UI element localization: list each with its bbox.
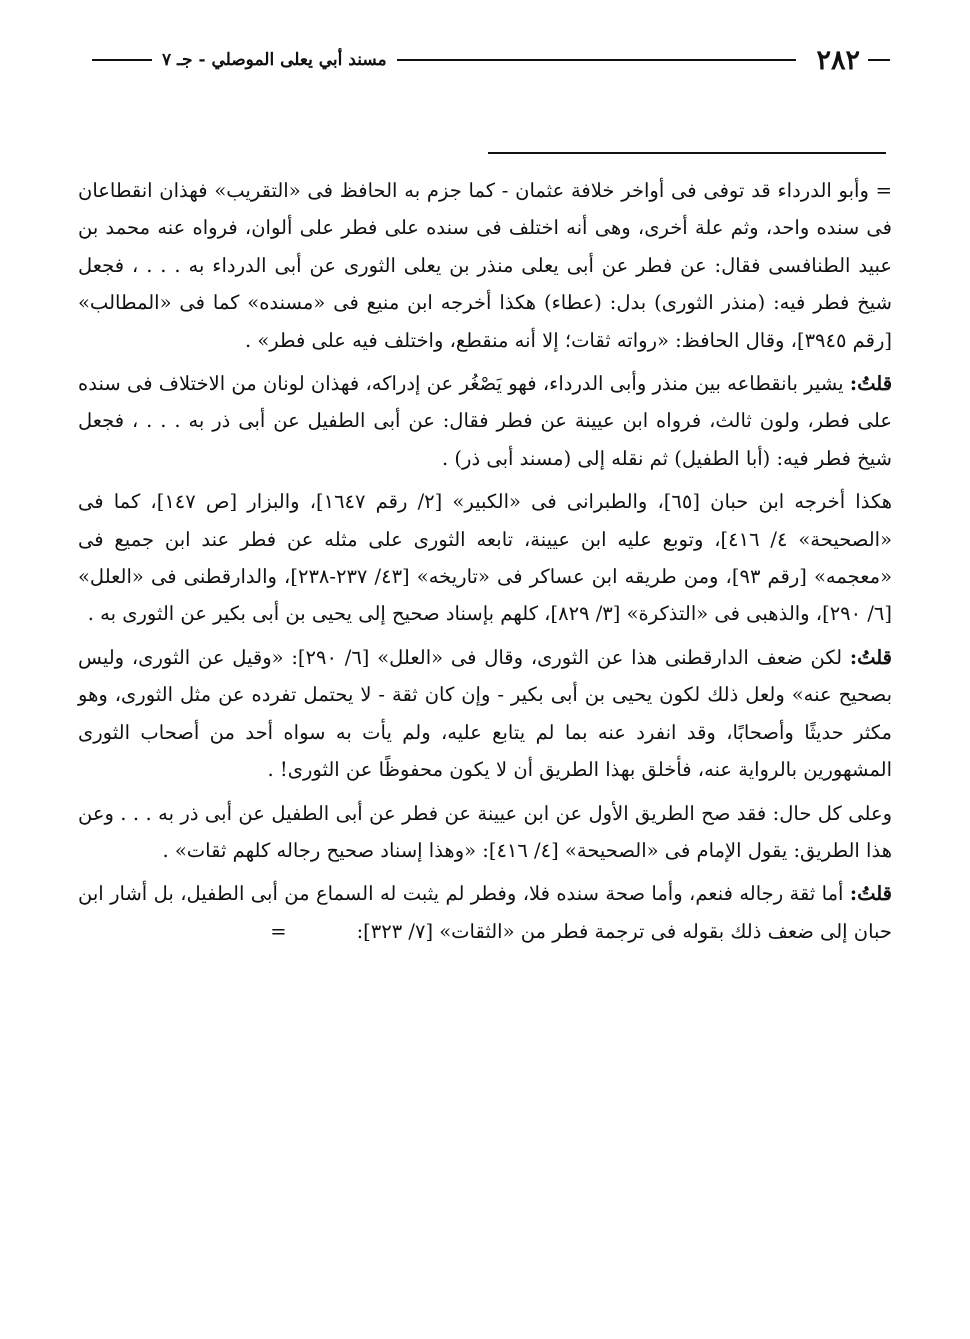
paragraph [78,639,892,789]
page-header [82,38,890,82]
paragraph-text: وعلى كل حال: فقد صح الطريق الأول عن ابن عيينة عن فطر عن أبى الطفيل عن أبى ذر به . . . وعن هذا الطريق: يقول الإمام فى «الصحيحة» [٤/ ٤١٦]: «وهذا إسناد صحيح رجاله كلهم ثقات» . [78,801,892,862]
paragraph-lead: قلتُ: [849,882,892,906]
header-rule [397,59,797,61]
header-rule [92,59,152,61]
paragraph-text: هكذا أخرجه ابن حبان [٦٥]، والطبرانى فى «الكبير» [٢/ رقم ١٦٤٧]، والبزار [ص ١٤٧]، كما فى «الصحيحة» ٤/ ٤١٦]، وتوبع عليه ابن عيينة، تابعه الثورى على مثله عن فطر عند ابن جميع فى «معجمه» [رقم ٩٣]، ومن طريقه ابن عساكر فى «تاريخه» [٤٣/ ٢٣٧-٢٣٨]، والدارقطنى فى «العلل» [٦/ ٢٩٠]، والذهبى فى «التذكرة» [٣/ ٨٢٩]، كلهم بإسناد صحيح إلى يحيى بن أبى بكير عن الثورى به . [78,490,892,626]
paragraph-lead: قلتُ: [849,372,893,396]
paragraph-lead: قلتُ: [849,645,892,669]
paragraph-text: = وأبو الدرداء قد توفى فى أواخر خلافة عثمان - كما جزم به الحافظ فى «التقريب» فهذان انقطاعان فى سنده واحد، وثم علة أخرى، وهى أنه اختلف فى سنده على فطر على ألوان، فرواه عنه محمد بن عبيد الطنافسى فقال: عن فطر عن أبى يعلى منذر بن يعلى الثورى عن أبى الدرداء به . . . ، فجعل شيخ فطر فيه: (منذر الثورى) بدل: (عطاء) هكذا أخرجه ابن منيع فى «مسنده» كما فى «المطالب» [رقم ٣٩٤٥]، وقال الحافظ: «رواته ثقات؛ إلا أنه منقطع، واختلف فيه على فطر» . [78,179,892,352]
page-number: ٢٨٢ [816,44,860,76]
paragraph [78,365,892,477]
section-separator [488,152,886,154]
main-text [78,172,892,950]
paragraph-text: يشير بانقطاعه بين منذر وأبى الدرداء، فهو يَصْغُر عن إدراكه، فهذان لونان من الاختلاف فى سنده على فطر، ولون ثالث، فرواه ابن عيينة عن فطر فقال: عن أبى الطفيل عن أبى ذر به . . . ، فجعل شيخ فطر فيه: (أبا الطفيل) ثم نقله إلى (مسند أبى ذر) . [78,372,892,470]
header-rule [868,59,890,61]
paragraph [78,795,892,870]
continuation-mark: = [270,919,287,943]
running-title: مسند أبي يعلى الموصلي - جـ ٧ [162,50,387,70]
paragraph-text: لكن ضعف الدارقطنى هذا عن الثورى، وقال فى «العلل» [٦/ ٢٩٠]: «وقيل عن الثورى، وليس بصحيح عنه» ولعل ذلك لكون يحيى بن أبى بكير - وإن كان ثقة - لا يحتمل تفرده عن مثل الثورى، وهو مكثر حديثًا وأصحابًا، وقد انفرد عنه بما لم يتابع عليه، ولم يأت به سواه أحد من أصحاب الثورى المشهورين بالرواية عنه، فأخلق بهذا الطريق أن لا يكون محفوظًا عن الثورى! . [78,645,892,782]
paragraph-text: أما ثقة رجاله فنعم، وأما صحة سنده فلا، وفطر لم يثبت له السماع من أبى الطفيل، بل أشار ابن حبان إلى ضعف ذلك بقوله فى ترجمة فطر من «الثقات» [٧/ ٣٢٣]: [78,882,892,943]
paragraph [78,875,892,950]
paragraph [78,172,892,359]
paragraph [78,483,892,633]
